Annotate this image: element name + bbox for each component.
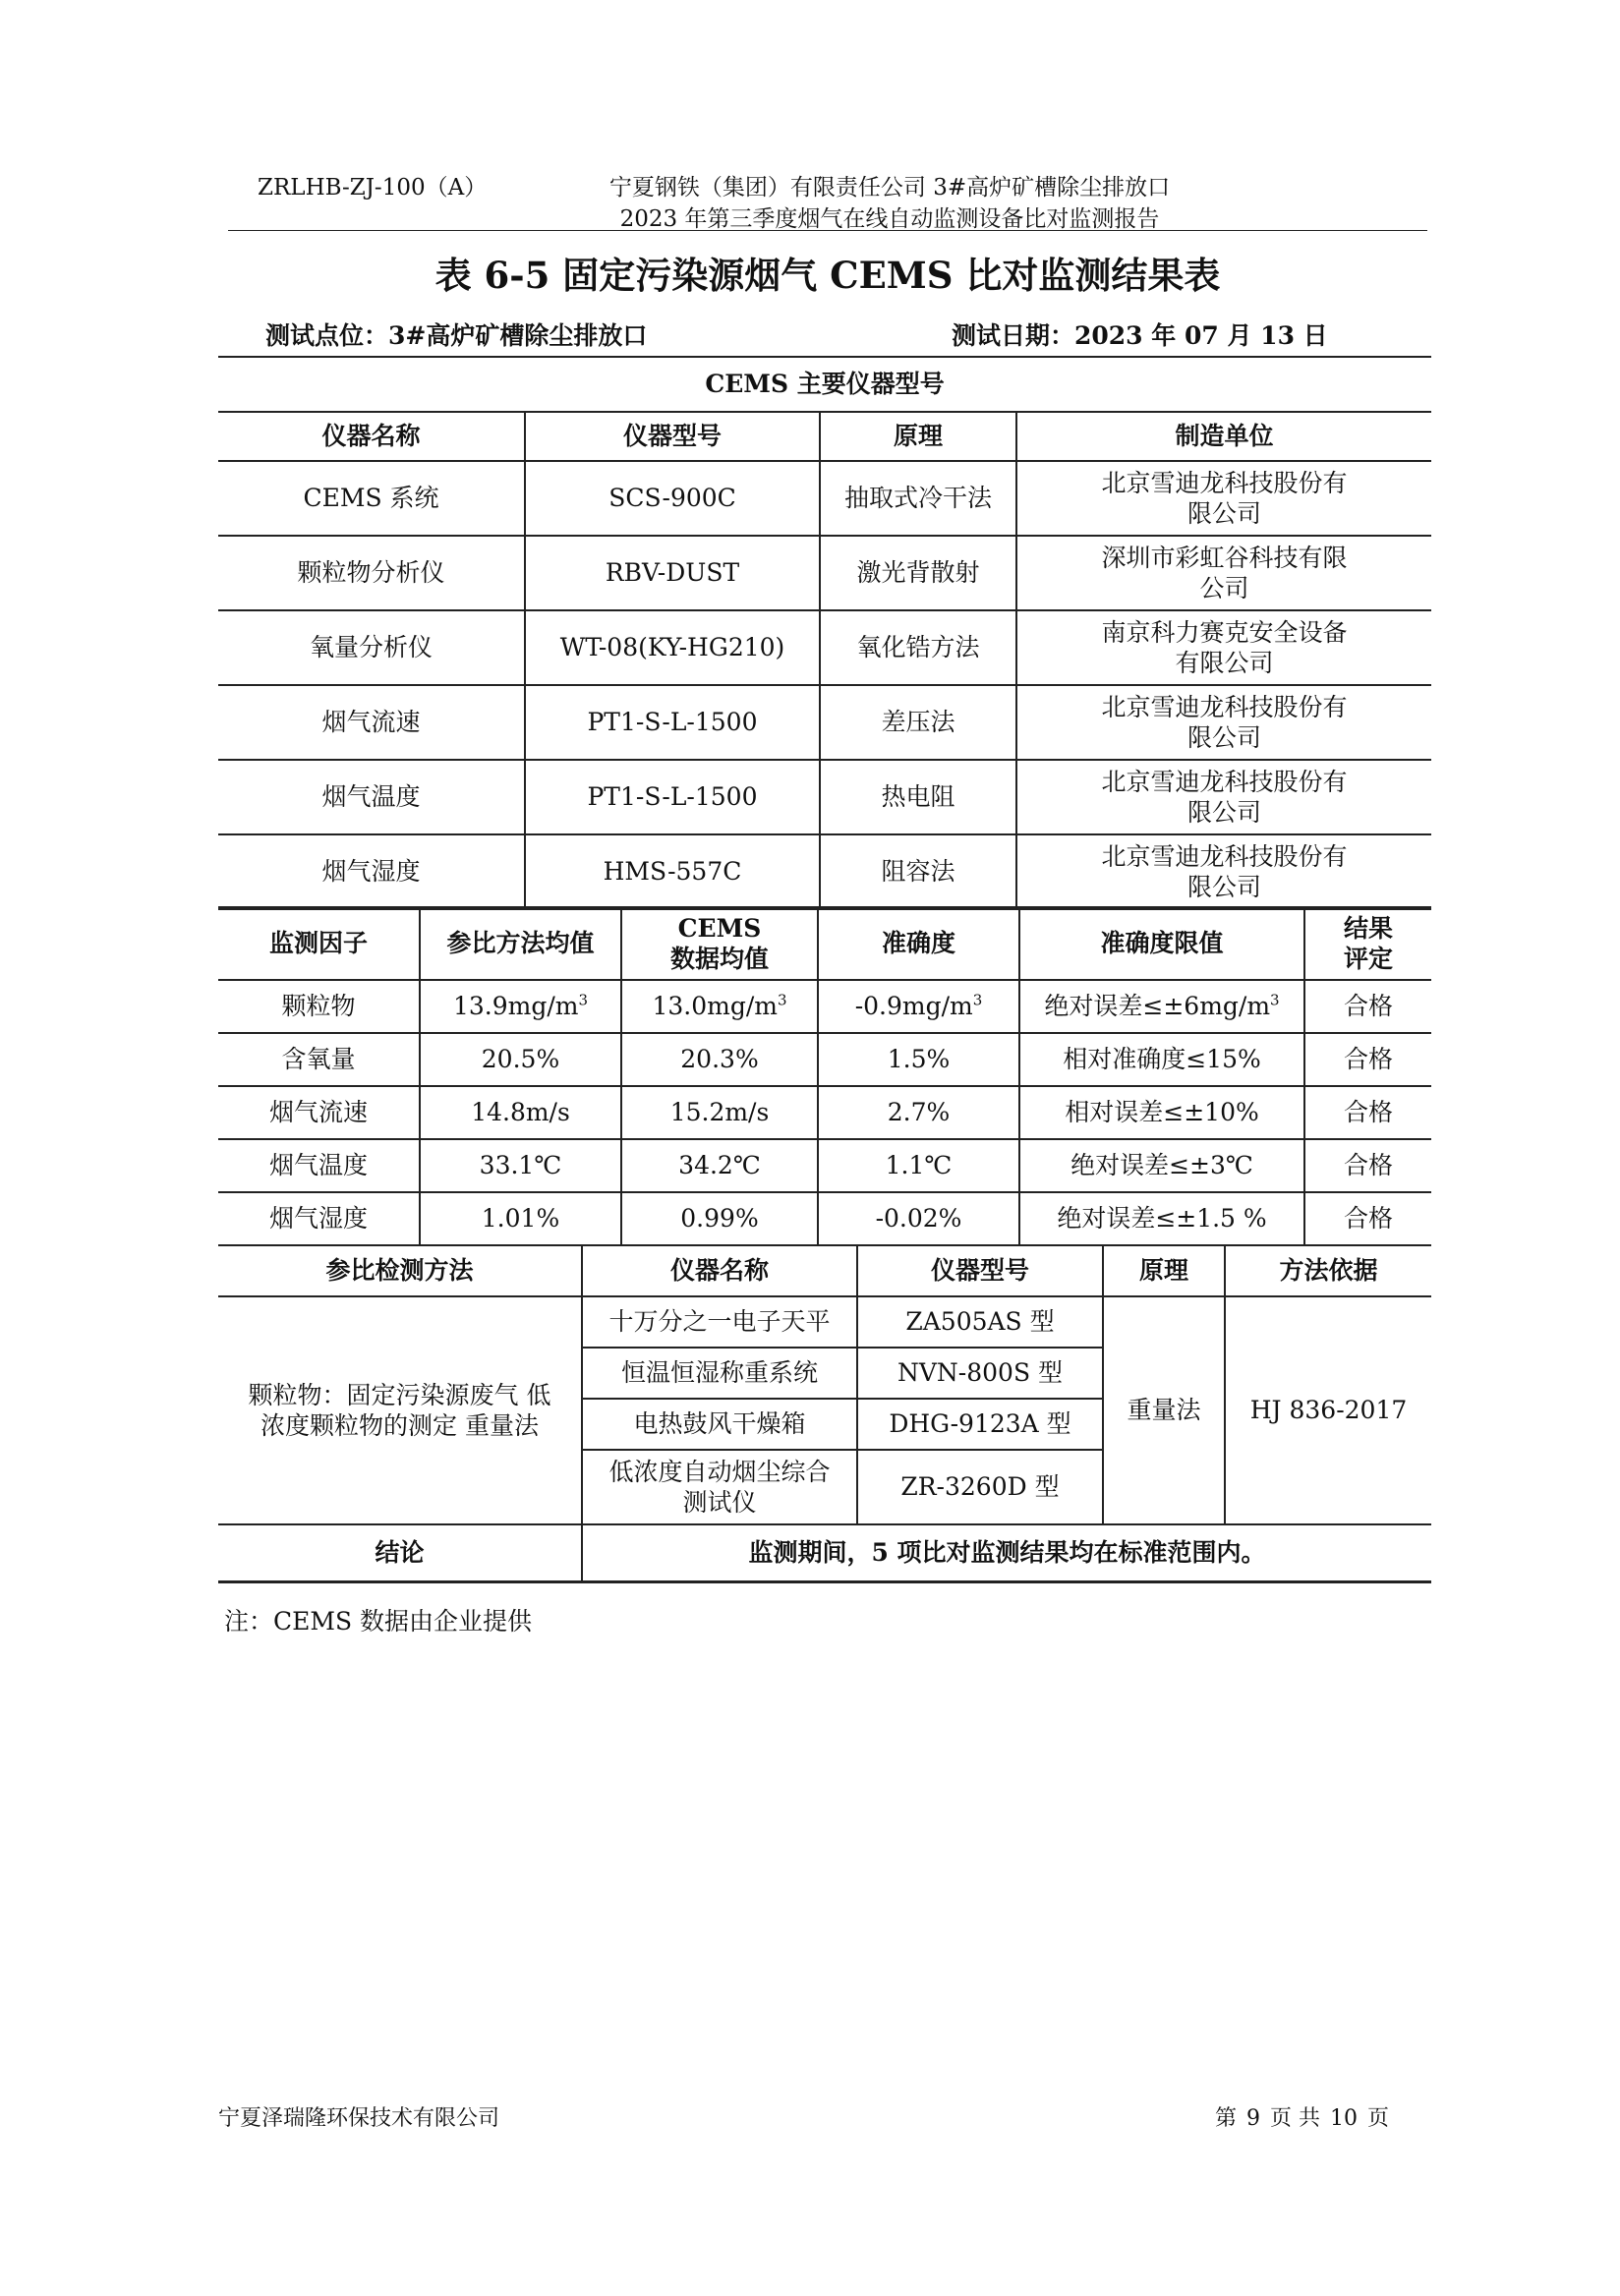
page-prefix: 第 xyxy=(1215,2106,1238,2131)
col-cems-mean xyxy=(621,907,818,980)
result-line1: 结果 xyxy=(1343,913,1393,943)
instrument-name: 烟气湿度 xyxy=(218,834,525,909)
instrument-row xyxy=(218,834,1431,909)
reference-header-row xyxy=(218,1245,1431,1296)
instrument-row xyxy=(218,685,1431,760)
col-accuracy: 准确度 xyxy=(818,907,1019,980)
instrument-maker xyxy=(1016,461,1431,536)
maker-line2: 限公司 xyxy=(1187,798,1262,827)
instrument-principle: 激光背散射 xyxy=(820,536,1016,610)
instrument-principle: 差压法 xyxy=(820,685,1016,760)
result-factor: 烟气湿度 xyxy=(218,1192,420,1245)
result-factor: 颗粒物 xyxy=(218,980,420,1033)
header-rule xyxy=(228,230,1427,231)
ref-instrument-model: ZR-3260D 型 xyxy=(857,1450,1103,1524)
result-cems xyxy=(621,980,818,1033)
instrument-name: 烟气流速 xyxy=(218,685,525,760)
page-number xyxy=(1215,2101,1389,2132)
result-accuracy: 2.7% xyxy=(818,1086,1019,1139)
results-table xyxy=(218,906,1431,1246)
maker-line1: 北京雪迪龙科技股份有 xyxy=(1101,692,1348,721)
page-current: 9 xyxy=(1246,2106,1261,2131)
result-ref: 1.01% xyxy=(420,1192,621,1245)
method-line2: 浓度颗粒物的测定 重量法 xyxy=(260,1411,539,1440)
results-header-row xyxy=(218,907,1431,980)
ref-instrument-name: 电热鼓风干燥箱 xyxy=(582,1399,857,1450)
result-ref: 20.5% xyxy=(420,1033,621,1086)
ref-value: 13.9mg/m xyxy=(452,992,579,1021)
result-cems: 34.2℃ xyxy=(621,1139,818,1192)
limit-value: 绝对误差≤±6mg/m xyxy=(1044,992,1271,1021)
maker-line2: 限公司 xyxy=(1187,873,1262,901)
instrument-model: SCS-900C xyxy=(525,461,820,536)
result-ref xyxy=(420,980,621,1033)
instrument-maker xyxy=(1016,610,1431,685)
maker-line2: 有限公司 xyxy=(1175,649,1274,677)
col-result xyxy=(1304,907,1431,980)
instrument-maker xyxy=(1016,834,1431,909)
instrument-row xyxy=(218,536,1431,610)
col-principle: 原理 xyxy=(820,412,1016,461)
instrument-name: 氧量分析仪 xyxy=(218,610,525,685)
accuracy-value: -0.9mg/m xyxy=(854,992,973,1021)
result-ref: 33.1℃ xyxy=(420,1139,621,1192)
result-accuracy xyxy=(818,980,1019,1033)
col-ref-model: 仪器型号 xyxy=(857,1245,1103,1296)
result-limit xyxy=(1019,980,1304,1033)
instruments-section-row xyxy=(218,357,1431,412)
ref-instrument-name xyxy=(582,1450,857,1524)
page-total: 10 xyxy=(1330,2106,1359,2131)
result-ref: 14.8m/s xyxy=(420,1086,621,1139)
instrument-name: 烟气温度 xyxy=(218,760,525,834)
page-suffix: 页 xyxy=(1367,2106,1390,2131)
result-factor: 含氧量 xyxy=(218,1033,420,1086)
instrument-principle: 阻容法 xyxy=(820,834,1016,909)
instrument-row xyxy=(218,760,1431,834)
header-report-title: 2023 年第三季度烟气在线自动监测设备比对监测报告 xyxy=(619,206,1160,232)
result-verdict: 合格 xyxy=(1304,1139,1431,1192)
maker-line1: 北京雪迪龙科技股份有 xyxy=(1101,767,1348,796)
col-ref-method: 参比检测方法 xyxy=(218,1245,582,1296)
result-accuracy: 1.5% xyxy=(818,1033,1019,1086)
instrument-maker xyxy=(1016,760,1431,834)
header-org-title: 宁夏钢铁（集团）有限责任公司 3#高炉矿槽除尘排放口 xyxy=(608,175,1171,201)
cems-value: 13.0mg/m xyxy=(652,992,778,1021)
result-limit: 绝对误差≤±3℃ xyxy=(1019,1139,1304,1192)
cems-mean-line2: 数据均值 xyxy=(669,945,769,973)
ref-instrument-model: DHG-9123A 型 xyxy=(857,1399,1103,1450)
col-ref-principle: 原理 xyxy=(1103,1245,1225,1296)
col-ref-mean: 参比方法均值 xyxy=(420,907,621,980)
reference-principle: 重量法 xyxy=(1103,1296,1225,1524)
col-manufacturer: 制造单位 xyxy=(1016,412,1431,461)
result-verdict: 合格 xyxy=(1304,1086,1431,1139)
result-row xyxy=(218,1033,1431,1086)
reference-method-table xyxy=(218,1244,1431,1583)
result-verdict: 合格 xyxy=(1304,980,1431,1033)
test-date: 测试日期：2023 年 07 月 13 日 xyxy=(952,321,1328,350)
ref-instrument-name: 十万分之一电子天平 xyxy=(582,1296,857,1348)
col-factor: 监测因子 xyxy=(218,907,420,980)
instrument-name: CEMS 系统 xyxy=(218,461,525,536)
ref-instrument-model: NVN-800S 型 xyxy=(857,1348,1103,1399)
result-factor: 烟气流速 xyxy=(218,1086,420,1139)
instrument-maker xyxy=(1016,685,1431,760)
reference-basis: HJ 836-2017 xyxy=(1225,1296,1431,1524)
cems-results-table xyxy=(218,356,1431,910)
table-note: 注：CEMS 数据由企业提供 xyxy=(224,1607,533,1636)
conclusion-row xyxy=(218,1524,1431,1581)
col-instrument-model: 仪器型号 xyxy=(525,412,820,461)
col-accuracy-limit: 准确度限值 xyxy=(1019,907,1304,980)
instrument-row xyxy=(218,461,1431,536)
maker-line1: 深圳市彩虹谷科技有限 xyxy=(1101,543,1348,572)
col-instrument-name: 仪器名称 xyxy=(218,412,525,461)
result-limit: 相对误差≤±10% xyxy=(1019,1086,1304,1139)
instrument-principle: 氧化锆方法 xyxy=(820,610,1016,685)
reference-row xyxy=(218,1296,1431,1348)
instrument-principle: 热电阻 xyxy=(820,760,1016,834)
result-accuracy: -0.02% xyxy=(818,1192,1019,1245)
page-mid: 页 共 xyxy=(1270,2106,1321,2131)
instrument-model: PT1-S-L-1500 xyxy=(525,760,820,834)
instrument-name: 颗粒物分析仪 xyxy=(218,536,525,610)
instrument-line1: 低浓度自动烟尘综合 xyxy=(608,1457,831,1486)
conclusion-text: 监测期间，5 项比对监测结果均在标准范围内。 xyxy=(582,1524,1431,1581)
result-accuracy: 1.1℃ xyxy=(818,1139,1019,1192)
ref-instrument-name: 恒温恒湿称重系统 xyxy=(582,1348,857,1399)
instrument-line2: 测试仪 xyxy=(682,1488,757,1517)
conclusion-label: 结论 xyxy=(218,1524,582,1581)
result-row xyxy=(218,1192,1431,1245)
result-line2: 评定 xyxy=(1343,945,1393,973)
footer-company: 宁夏泽瑞隆环保技术有限公司 xyxy=(218,2106,500,2131)
accuracy-unit-sup: 3 xyxy=(972,992,983,1010)
result-row xyxy=(218,1086,1431,1139)
instrument-model: RBV-DUST xyxy=(525,536,820,610)
test-point: 测试点位：3#高炉矿槽除尘排放口 xyxy=(265,321,648,350)
col-ref-instrument: 仪器名称 xyxy=(582,1245,857,1296)
cems-mean-line1: CEMS xyxy=(677,913,762,943)
result-cems: 20.3% xyxy=(621,1033,818,1086)
instrument-principle: 抽取式冷干法 xyxy=(820,461,1016,536)
result-verdict: 合格 xyxy=(1304,1033,1431,1086)
col-ref-basis: 方法依据 xyxy=(1225,1245,1431,1296)
result-limit: 绝对误差≤±1.5 % xyxy=(1019,1192,1304,1245)
maker-line1: 北京雪迪龙科技股份有 xyxy=(1101,841,1348,871)
maker-line2: 公司 xyxy=(1199,574,1249,603)
maker-line1: 北京雪迪龙科技股份有 xyxy=(1101,468,1348,497)
result-cems: 15.2m/s xyxy=(621,1086,818,1139)
result-cems: 0.99% xyxy=(621,1192,818,1245)
doc-code: ZRLHB-ZJ-100（A） xyxy=(258,175,488,201)
reference-method xyxy=(218,1296,582,1524)
limit-unit-sup: 3 xyxy=(1270,992,1280,1010)
cems-unit-sup: 3 xyxy=(777,992,787,1010)
instrument-row xyxy=(218,610,1431,685)
ref-unit-sup: 3 xyxy=(578,992,589,1010)
result-verdict: 合格 xyxy=(1304,1192,1431,1245)
ref-instrument-model: ZA505AS 型 xyxy=(857,1296,1103,1348)
instrument-model: PT1-S-L-1500 xyxy=(525,685,820,760)
instruments-header-row xyxy=(218,412,1431,461)
table-title: 表 6-5 固定污染源烟气 CEMS 比对监测结果表 xyxy=(434,254,1221,297)
instruments-section-title: CEMS 主要仪器型号 xyxy=(218,357,1431,412)
maker-line2: 限公司 xyxy=(1187,723,1262,752)
result-row xyxy=(218,980,1431,1033)
result-limit: 相对准确度≤15% xyxy=(1019,1033,1304,1086)
instrument-model: WT-08(KY-HG210) xyxy=(525,610,820,685)
maker-line2: 限公司 xyxy=(1187,499,1262,528)
method-line1: 颗粒物：固定污染源废气 低 xyxy=(248,1380,551,1409)
instrument-model: HMS-557C xyxy=(525,834,820,909)
result-factor: 烟气温度 xyxy=(218,1139,420,1192)
maker-line1: 南京科力赛克安全设备 xyxy=(1101,617,1348,647)
result-row xyxy=(218,1139,1431,1192)
instrument-maker xyxy=(1016,536,1431,610)
